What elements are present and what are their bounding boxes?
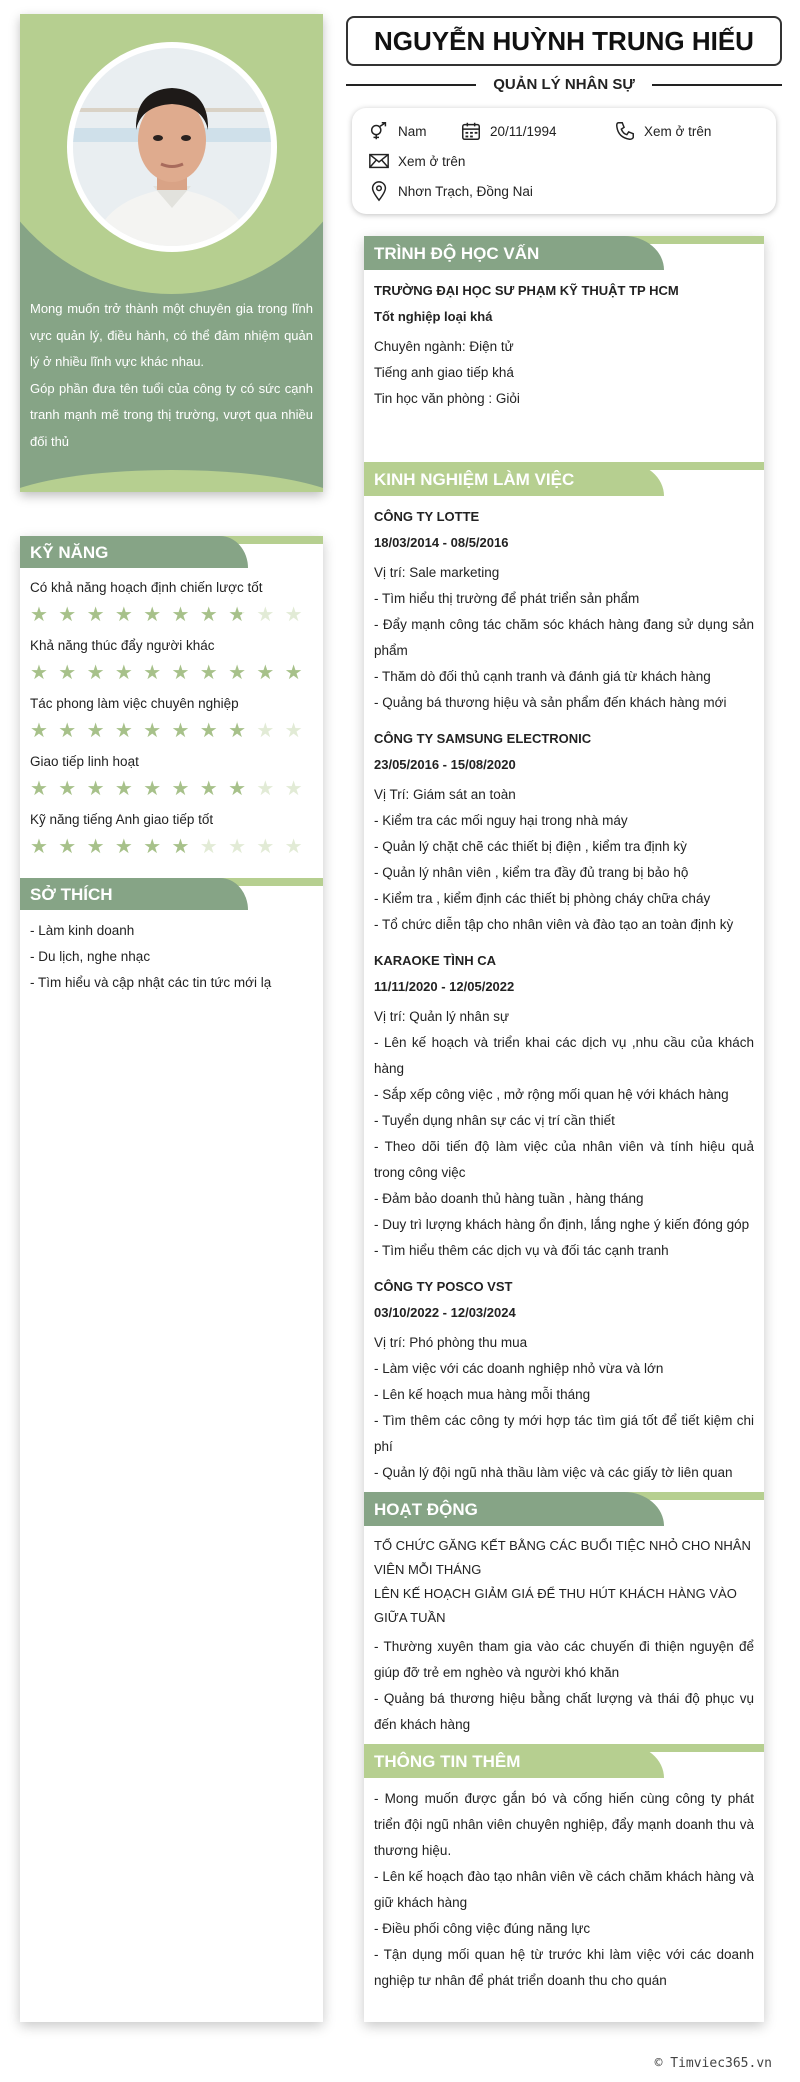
additional-item: - Lên kế hoạch đào tạo nhân viên về cách chăm khách hàng và giữ khách hàng [374, 1869, 754, 1910]
job-entry [374, 726, 754, 938]
additional-item: - Tận dụng mối quan hệ từ trước khi làm việc với các doanh nghiệp tư nhân để phát triển doanh thu cho quán [374, 1947, 754, 1988]
skill-rating [30, 836, 313, 858]
skill-item [20, 638, 323, 684]
job-task: - Làm việc với các doanh nghiệp nhỏ vừa và lớn [374, 1361, 664, 1376]
job-company: CÔNG TY SAMSUNG ELECTRONIC [374, 731, 592, 746]
email-icon [368, 150, 390, 172]
star-icon: ★ [143, 836, 162, 858]
education-title: TRÌNH ĐỘ HỌC VẤN [374, 244, 540, 263]
education-header [364, 236, 764, 270]
list-item: - Du lịch, nghe nhạc [30, 949, 151, 964]
additional-item: - Điều phối công việc đúng năng lực [374, 1921, 591, 1936]
birthdate-item [460, 120, 557, 142]
avatar-photo [73, 48, 271, 246]
star-icon: ★ [199, 662, 218, 684]
avatar [73, 48, 271, 246]
star-icon: ★ [228, 836, 247, 858]
star-icon: ★ [58, 604, 77, 626]
star-icon: ★ [256, 720, 275, 742]
calendar-icon [460, 120, 482, 142]
skills-panel [20, 536, 323, 2022]
contact-card [352, 108, 776, 214]
additional-item: - Mong muốn được gắn bó và cống hiến cùng công ty phát triển đội ngũ nhân viên chuyên nghiệp, đẩy mạnh doanh thu và thương hiệu. [374, 1791, 754, 1858]
job-period: 23/05/2016 - 15/08/2020 [374, 757, 516, 772]
job-task: - Theo dõi tiến độ làm việc của nhân viên và tính hiệu quả trong công việc [374, 1139, 754, 1180]
skill-rating [30, 720, 313, 742]
job-entry [374, 948, 754, 1264]
activity-item: - Quảng bá thương hiệu bằng chất lượng và thái độ phục vụ đến khách hàng [374, 1691, 754, 1732]
job-task: - Sắp xếp công việc , mở rộng mối quan hệ với khách hàng [374, 1087, 729, 1102]
job-period: 11/11/2020 - 12/05/2022 [374, 979, 515, 994]
activities-title: HOẠT ĐỘNG [374, 1500, 478, 1519]
hobbies-title: SỞ THÍCH [30, 885, 113, 904]
star-icon: ★ [58, 778, 77, 800]
birthdate-value: 20/11/1994 [490, 123, 557, 139]
gender-icon [368, 120, 390, 142]
star-icon: ★ [114, 836, 133, 858]
star-icon: ★ [114, 604, 133, 626]
star-icon: ★ [228, 662, 247, 684]
star-icon: ★ [30, 778, 48, 800]
phone-icon [614, 120, 636, 142]
skill-name: Tác phong làm việc chuyên nghiệp [30, 696, 239, 711]
job-task: - Đẩy mạnh công tác chăm sóc khách hàng đang sử dụng sản phẩm [374, 617, 754, 658]
phone-value: Xem ở trên [644, 123, 712, 139]
additional-title: THÔNG TIN THÊM [374, 1752, 521, 1771]
activities-header [364, 1492, 764, 1526]
objective-line-2: Góp phần đưa tên tuổi của công ty có sức cạnh tranh mạnh mẽ trong thị trường, vượt qua nhiều đối thủ [30, 380, 313, 449]
job-task: - Tìm thêm các công ty mới hợp tác tìm giá tốt để tiết kiệm chi phí [374, 1413, 754, 1454]
job-task: - Quản lý nhân viên , kiểm tra đầy đủ trang bị bảo hộ [374, 865, 689, 880]
education-grade: Tốt nghiệp loại khá [374, 309, 493, 324]
job-task: - Lên kế hoạch mua hàng mỗi tháng [374, 1387, 591, 1402]
experience-header [364, 462, 764, 496]
job-company: CÔNG TY POSCO VST [374, 1279, 513, 1294]
job-role: Vị trí: Sale marketing [374, 565, 500, 580]
star-icon: ★ [30, 662, 48, 684]
star-icon: ★ [114, 720, 133, 742]
job-task: - Thăm dò đối thủ cạnh tranh và đánh giá từ khách hàng [374, 669, 711, 684]
star-icon: ★ [171, 720, 190, 742]
additional-header [364, 1744, 764, 1778]
job-entry [374, 504, 754, 716]
skills-list [20, 580, 323, 858]
skill-name: Có khả năng hoạch định chiến lược tốt [30, 580, 263, 595]
star-icon: ★ [228, 604, 256, 626]
star-icon: ★ [284, 720, 303, 742]
star-icon: ★ [228, 778, 247, 800]
star-icon: ★ [30, 604, 48, 626]
star-icon: ★ [58, 720, 77, 742]
skill-name: Khả năng thúc đẩy người khác [30, 638, 215, 653]
star-icon: ★ [114, 662, 133, 684]
star-icon: ★ [171, 836, 190, 858]
experience-section [364, 496, 764, 1492]
job-task: - Tìm hiểu thị trường để phát triển sản phẩm [374, 591, 640, 606]
skill-item [20, 812, 323, 858]
job-task: - Duy trì lượng khách hàng ổn định, lắng nghe ý kiến đóng góp [374, 1217, 750, 1232]
skill-rating [30, 662, 313, 684]
activity-headline: LÊN KẾ HOẠCH GIẢM GIÁ ĐỂ THU HÚT KHÁCH HÀNG VÀO GIỮA TUẦN [374, 1586, 737, 1625]
list-item: - Làm kinh doanh [30, 923, 135, 938]
job-task: - Lên kế hoạch và triển khai các dịch vụ ,nhu cầu của khách hàng [374, 1035, 754, 1076]
experience-title: KINH NGHIỆM LÀM VIỆC [374, 470, 575, 489]
star-icon: ★ [171, 778, 190, 800]
star-icon: ★ [199, 836, 218, 858]
objective-line-1: Mong muốn trở thành một chuyên gia trong lĩnh vực quản lý, điều hành, có thể đảm nhiệm quản lý ở nhiều lĩnh vực khác nhau. [30, 301, 313, 369]
job-task: - Quảng bá thương hiệu và sản phẩm đến khách hàng mới [374, 695, 727, 710]
star-icon: ★ [86, 662, 105, 684]
education-section [364, 270, 764, 462]
activity-headline: TỔ CHỨC GĂNG KẾT BẰNG CÁC BUỔI TIỆC NHỎ CHO NHÂN VIÊN MỖI THÁNG [374, 1538, 751, 1577]
star-icon: ★ [171, 662, 190, 684]
star-icon: ★ [256, 778, 275, 800]
star-icon: ★ [284, 836, 303, 858]
hobbies-header [20, 878, 323, 910]
skill-item [20, 754, 323, 800]
hobbies-list [20, 910, 323, 996]
star-icon: ★ [86, 604, 105, 626]
star-icon: ★ [86, 720, 105, 742]
job-task: - Quản lý chặt chẽ các thiết bị điện , kiểm tra định kỳ [374, 839, 687, 854]
job-title: QUẢN LÝ NHÂN SỰ [476, 72, 652, 98]
job-role: Vị Trí: Giám sát an toàn [374, 787, 516, 802]
job-task: - Quản lý đội ngũ nhà thầu làm việc và các giấy tờ liên quan [374, 1465, 733, 1480]
star-icon: ★ [284, 604, 303, 626]
school-name: TRƯỜNG ĐẠI HỌC SƯ PHẠM KỸ THUẬT TP HCM [374, 283, 679, 298]
star-icon: ★ [86, 836, 105, 858]
gender-value: Nam [398, 123, 427, 139]
job-task: - Tuyển dụng nhân sự các vị trí cần thiết [374, 1113, 615, 1128]
profile-wave [20, 470, 323, 492]
location-pin-icon [368, 180, 390, 202]
star-icon: ★ [143, 604, 162, 626]
skill-name: Giao tiếp linh hoạt [30, 754, 139, 769]
job-role: Vị trí: Quản lý nhân sự [374, 1009, 510, 1024]
education-line: Chuyên ngành: Điện tử [374, 339, 514, 354]
star-icon: ★ [199, 720, 218, 742]
job-task: - Kiểm tra các mối nguy hại trong nhà máy [374, 813, 628, 828]
skill-item [20, 696, 323, 742]
star-icon: ★ [58, 662, 77, 684]
star-icon: ★ [58, 836, 77, 858]
star-icon: ★ [171, 604, 190, 626]
star-icon: ★ [114, 778, 133, 800]
star-icon: ★ [228, 720, 247, 742]
job-task: - Kiểm tra , kiểm định các thiết bị phòng cháy chữa cháy [374, 891, 711, 906]
skills-header [20, 536, 323, 568]
skills-title: KỸ NĂNG [30, 543, 109, 562]
star-icon: ★ [143, 778, 162, 800]
footer-credit: © Timviec365.vn [654, 2056, 772, 2071]
email-value: Xem ở trên [398, 153, 466, 169]
additional-section [364, 1778, 764, 1994]
star-icon: ★ [256, 662, 275, 684]
star-icon: ★ [143, 720, 162, 742]
star-icon: ★ [284, 778, 303, 800]
profile-panel [20, 14, 323, 492]
job-company: KARAOKE TÌNH CA [374, 953, 497, 968]
job-company: CÔNG TY LOTTE [374, 509, 480, 524]
job-task: - Tổ chức diễn tập cho nhân viên và đào tạo an toàn định kỳ [374, 917, 734, 932]
address-value: Nhơn Trạch, Đồng Nai [398, 183, 533, 199]
list-item: - Tìm hiểu và cập nhật các tin tức mới lạ [30, 975, 272, 990]
phone-item [614, 120, 711, 142]
job-role: Vị trí: Phó phòng thu mua [374, 1335, 528, 1350]
star-icon: ★ [86, 778, 105, 800]
gender-item [368, 120, 427, 142]
activities-section [364, 1526, 764, 1744]
job-period: 18/03/2014 - 08/5/2016 [374, 535, 509, 550]
skill-name: Kỹ năng tiếng Anh giao tiếp tốt [30, 812, 214, 827]
full-name: NGUYỄN HUỲNH TRUNG HIẾU [346, 16, 782, 66]
education-line: Tiếng anh giao tiếp khá [374, 365, 514, 380]
star-icon: ★ [256, 836, 275, 858]
job-period: 03/10/2022 - 12/03/2024 [374, 1305, 516, 1320]
skill-item [20, 580, 323, 626]
career-objective [30, 296, 313, 455]
email-item [368, 150, 465, 172]
star-icon: ★ [30, 836, 48, 858]
star-icon: ★ [199, 604, 218, 626]
star-icon: ★ [143, 662, 162, 684]
star-icon: ★ [256, 604, 275, 626]
job-entry [374, 1274, 754, 1486]
main-content [364, 236, 764, 2022]
job-task: - Đảm bảo doanh thủ hàng tuần , hàng tháng [374, 1191, 644, 1206]
education-line: Tin học văn phòng : Giỏi [374, 391, 520, 406]
skill-rating [30, 604, 313, 626]
activity-item: - Thường xuyên tham gia vào các chuyến đi thiện nguyện để giúp đỡ trẻ em nghèo và người khó khăn [374, 1639, 754, 1680]
star-icon: ★ [284, 662, 303, 684]
star-icon: ★ [30, 720, 48, 742]
star-icon: ★ [199, 778, 218, 800]
skill-rating [30, 778, 313, 800]
job-task: - Tìm hiểu thêm các dịch vụ và đối tác cạnh tranh [374, 1243, 669, 1258]
address-item [368, 180, 533, 202]
